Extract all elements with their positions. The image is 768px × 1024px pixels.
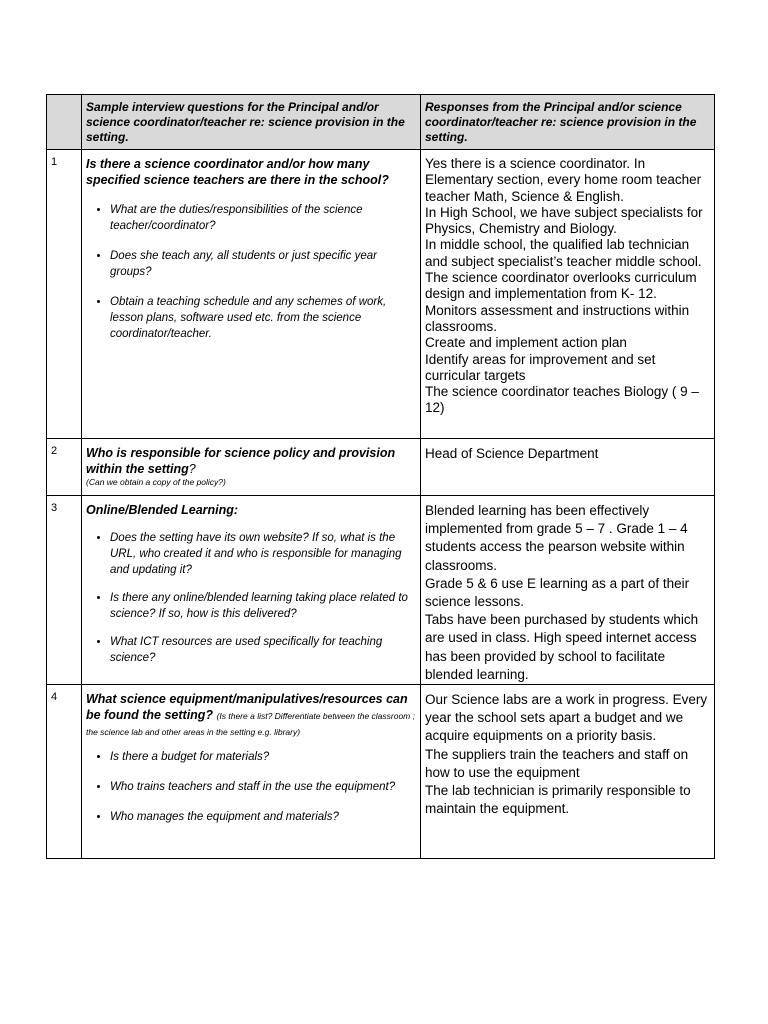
- question-text: What science equipment/manipulatives/resources can be found the setting?: [86, 692, 408, 723]
- row-number: 3: [51, 502, 58, 514]
- question-bullets: [82, 202, 420, 342]
- response-cell: [421, 150, 715, 439]
- header-num-cell: [47, 95, 82, 150]
- question-line: [82, 439, 420, 477]
- question-bullets: [82, 749, 420, 825]
- interview-table: [46, 94, 715, 859]
- bullet-item: • Does she teach any, all students or just specific year groups?: [110, 248, 416, 280]
- header-responses-label: Responses from the Principal and/or science coordinator/teacher re: science provision in the setting.: [425, 100, 697, 144]
- response-text: Head of Science Department: [425, 446, 599, 461]
- header-row: [47, 95, 715, 150]
- row-number: 1: [51, 156, 58, 168]
- row-number-cell: [47, 685, 82, 859]
- bullet-item: • Obtain a teaching schedule and any schemes of work, lesson plans, software used etc. from the science coordinator/teacher.: [110, 294, 416, 342]
- table-row: [47, 150, 715, 439]
- header-questions-label: Sample interview questions for the Principal and/or science coordinator/teacher re: science provision in the setting.: [86, 100, 405, 144]
- bullet-item: • Is there any online/blended learning taking place related to science? If so, how is this delivered?: [110, 590, 416, 622]
- question-mark: ?: [188, 462, 196, 476]
- table-row: [47, 439, 715, 496]
- table-row: [47, 685, 715, 859]
- response-cell: [421, 496, 715, 685]
- row-number: 2: [51, 445, 58, 457]
- response-text: Blended learning has been effectively implemented from grade 5 – 7 . Grade 1 – 4 students access the pearson website within classrooms. Grade 5 & 6 use E learning as a part of their science lessons. Tabs have been purchased by students which are used in class. High speed internet access has been provided by school to facilitate blended learning.: [425, 503, 699, 682]
- response-cell: [421, 685, 715, 859]
- response-text: Our Science labs are a work in progress. Every year the school sets apart a budget and we acquire equipments on a priority basis. The suppliers train the teachers and staff on how to use the equipment The lab technician is primarily responsible to maintain the equipment.: [425, 692, 708, 817]
- response-text: Yes there is a science coordinator. In Elementary section, every home room teacher teacher Math, Science & English. In High School, we have subject specialists for Physics, Chemistry and Biology. In middle school, the qualified lab technician and subject specialist’s teacher middle school. The science coordinator overlooks curriculum design and implementation from K- 12. Monitors assessment and instructions within classrooms. Create and implement action plan Identify areas for improvement and set curricular targets The science coordinator teaches Biology ( 9 – 12): [425, 156, 703, 416]
- question-note: (Can we obtain a copy of the policy?): [86, 477, 226, 487]
- header-responses-cell: [421, 95, 715, 150]
- row-number-cell: [47, 496, 82, 685]
- row-number-cell: [47, 439, 82, 496]
- question-cell: [82, 439, 421, 496]
- bullet-item: • Does the setting have its own website? If so, what is the URL, who created it and who is responsible for managing and updating it?: [110, 530, 416, 578]
- bullet-item: • Who trains teachers and staff in the use the equipment?: [110, 779, 416, 795]
- bullet-item: • Who manages the equipment and materials?: [110, 809, 416, 825]
- question-cell: [82, 685, 421, 859]
- question-cell: [82, 150, 421, 439]
- question-text: Is there a science coordinator and/or how many specified science teachers are there in the school?: [86, 157, 389, 187]
- bullet-item: • What ICT resources are used specifically for teaching science?: [110, 634, 416, 666]
- row-number-cell: [47, 150, 82, 439]
- question-bullets: [82, 530, 420, 666]
- bullet-item: • Is there a budget for materials?: [110, 749, 416, 765]
- response-cell: [421, 439, 715, 496]
- question-text: Who is responsible for science policy and provision within the setting: [86, 446, 396, 476]
- header-questions-cell: [82, 95, 421, 150]
- question-line: [82, 685, 420, 739]
- bullet-item: • What are the duties/responsibilities of the science teacher/coordinator?: [110, 202, 416, 234]
- row-number: 4: [51, 691, 58, 704]
- question-note: (Is there a list? Differentiate between the classroom ; the science lab and other areas in the setting e.g. library): [86, 711, 415, 738]
- question-cell: [82, 496, 421, 685]
- table-row: [47, 496, 715, 685]
- question-text: Online/Blended Learning:: [86, 503, 239, 517]
